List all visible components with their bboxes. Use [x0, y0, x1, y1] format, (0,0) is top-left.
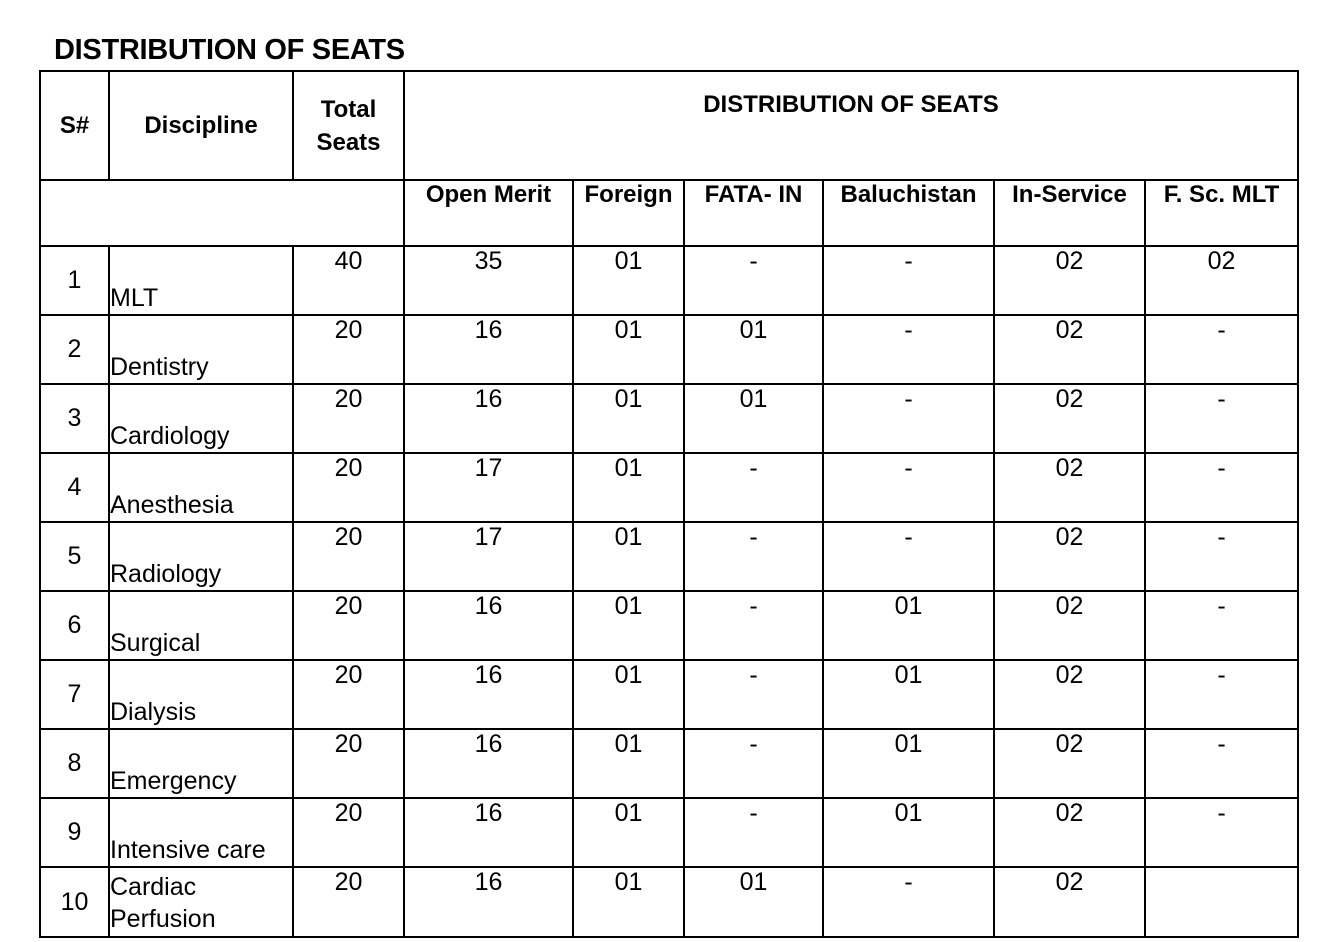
- in-service-cell: 02: [994, 867, 1145, 937]
- serial-cell: 10: [40, 867, 109, 937]
- serial-cell: 2: [40, 315, 109, 384]
- discipline-cell: Emergency: [109, 729, 293, 798]
- serial-cell: 4: [40, 453, 109, 522]
- total-cell: 20: [293, 453, 404, 522]
- open-merit-cell: 16: [404, 591, 573, 660]
- foreign-cell: 01: [573, 453, 684, 522]
- serial-cell: 3: [40, 384, 109, 453]
- fsc-mlt-cell: -: [1145, 729, 1298, 798]
- serial-cell: 9: [40, 798, 109, 867]
- fata-in-cell: 01: [684, 867, 823, 937]
- col-header-fata-in: FATA- IN: [684, 180, 823, 246]
- serial-cell: 1: [40, 246, 109, 315]
- page-title: DISTRIBUTION OF SEATS: [54, 34, 405, 66]
- open-merit-cell: 16: [404, 798, 573, 867]
- header-row: [40, 71, 1298, 180]
- in-service-cell: 02: [994, 453, 1145, 522]
- fsc-mlt-cell: -: [1145, 660, 1298, 729]
- foreign-cell: 01: [573, 522, 684, 591]
- fsc-mlt-cell: -: [1145, 591, 1298, 660]
- table-row: [40, 660, 1298, 729]
- subheader-row: [40, 180, 1298, 246]
- in-service-cell: 02: [994, 384, 1145, 453]
- fata-in-cell: -: [684, 729, 823, 798]
- in-service-cell: 02: [994, 591, 1145, 660]
- table-row: [40, 384, 1298, 453]
- fsc-mlt-cell: -: [1145, 315, 1298, 384]
- col-header-discipline: Discipline: [109, 71, 293, 180]
- baluchistan-cell: -: [823, 246, 994, 315]
- fata-in-cell: -: [684, 591, 823, 660]
- total-cell: 20: [293, 798, 404, 867]
- serial-cell: 6: [40, 591, 109, 660]
- col-header-open-merit: Open Merit: [404, 180, 573, 246]
- fata-in-cell: -: [684, 453, 823, 522]
- seat-distribution-table: [39, 70, 1299, 938]
- foreign-cell: 01: [573, 315, 684, 384]
- col-header-foreign: Foreign: [573, 180, 684, 246]
- discipline-cell: [109, 867, 293, 937]
- col-header-total-seats: [293, 71, 404, 180]
- total-cell: 20: [293, 729, 404, 798]
- in-service-cell: 02: [994, 246, 1145, 315]
- discipline-line2: Perfusion: [110, 905, 216, 933]
- col-header-fsc-mlt: F. Sc. MLT: [1145, 180, 1298, 246]
- discipline-cell: Surgical: [109, 591, 293, 660]
- fata-in-cell: -: [684, 522, 823, 591]
- col-header-sn: S#: [40, 71, 109, 180]
- total-cell: 20: [293, 867, 404, 937]
- baluchistan-cell: 01: [823, 798, 994, 867]
- fsc-mlt-cell: -: [1145, 384, 1298, 453]
- total-cell: 20: [293, 384, 404, 453]
- open-merit-cell: 17: [404, 453, 573, 522]
- baluchistan-cell: -: [823, 522, 994, 591]
- discipline-cell: Cardiology: [109, 384, 293, 453]
- table-row: [40, 867, 1298, 937]
- fsc-mlt-cell: [1145, 867, 1298, 937]
- baluchistan-cell: 01: [823, 660, 994, 729]
- foreign-cell: 01: [573, 591, 684, 660]
- serial-cell: 7: [40, 660, 109, 729]
- foreign-cell: 01: [573, 867, 684, 937]
- open-merit-cell: 16: [404, 867, 573, 937]
- fata-in-cell: -: [684, 798, 823, 867]
- baluchistan-cell: -: [823, 384, 994, 453]
- fata-in-cell: -: [684, 246, 823, 315]
- open-merit-cell: 16: [404, 315, 573, 384]
- baluchistan-cell: 01: [823, 729, 994, 798]
- total-seats-line2: Seats: [316, 128, 381, 156]
- total-cell: 20: [293, 315, 404, 384]
- total-seats-line1: Total: [320, 95, 377, 123]
- fsc-mlt-cell: -: [1145, 453, 1298, 522]
- discipline-cell: Dialysis: [109, 660, 293, 729]
- open-merit-cell: 35: [404, 246, 573, 315]
- fsc-mlt-cell: 02: [1145, 246, 1298, 315]
- discipline-cell: Intensive care: [109, 798, 293, 867]
- table-row: [40, 798, 1298, 867]
- serial-cell: 5: [40, 522, 109, 591]
- open-merit-cell: 16: [404, 384, 573, 453]
- col-header-distribution: DISTRIBUTION OF SEATS: [404, 71, 1298, 180]
- discipline-cell: Dentistry: [109, 315, 293, 384]
- total-cell: 20: [293, 660, 404, 729]
- discipline-cell: Anesthesia: [109, 453, 293, 522]
- total-cell: 20: [293, 591, 404, 660]
- foreign-cell: 01: [573, 384, 684, 453]
- subheader-blank: [40, 180, 404, 246]
- baluchistan-cell: -: [823, 453, 994, 522]
- discipline-cell: MLT: [109, 246, 293, 315]
- fata-in-cell: -: [684, 660, 823, 729]
- discipline-line1: Cardiac: [110, 873, 197, 901]
- open-merit-cell: 17: [404, 522, 573, 591]
- foreign-cell: 01: [573, 660, 684, 729]
- fata-in-cell: 01: [684, 384, 823, 453]
- total-cell: 20: [293, 522, 404, 591]
- table-row: [40, 315, 1298, 384]
- in-service-cell: 02: [994, 798, 1145, 867]
- table-row: [40, 591, 1298, 660]
- table-row: [40, 522, 1298, 591]
- table-row: [40, 453, 1298, 522]
- col-header-baluchistan: Baluchistan: [823, 180, 994, 246]
- baluchistan-cell: 01: [823, 591, 994, 660]
- foreign-cell: 01: [573, 798, 684, 867]
- table-row: [40, 729, 1298, 798]
- col-header-in-service: In-Service: [994, 180, 1145, 246]
- total-cell: 40: [293, 246, 404, 315]
- table-row: [40, 246, 1298, 315]
- open-merit-cell: 16: [404, 660, 573, 729]
- discipline-cell: Radiology: [109, 522, 293, 591]
- fata-in-cell: 01: [684, 315, 823, 384]
- fsc-mlt-cell: -: [1145, 522, 1298, 591]
- foreign-cell: 01: [573, 246, 684, 315]
- fsc-mlt-cell: -: [1145, 798, 1298, 867]
- in-service-cell: 02: [994, 729, 1145, 798]
- in-service-cell: 02: [994, 315, 1145, 384]
- serial-cell: 8: [40, 729, 109, 798]
- in-service-cell: 02: [994, 660, 1145, 729]
- baluchistan-cell: -: [823, 315, 994, 384]
- open-merit-cell: 16: [404, 729, 573, 798]
- foreign-cell: 01: [573, 729, 684, 798]
- in-service-cell: 02: [994, 522, 1145, 591]
- baluchistan-cell: -: [823, 867, 994, 937]
